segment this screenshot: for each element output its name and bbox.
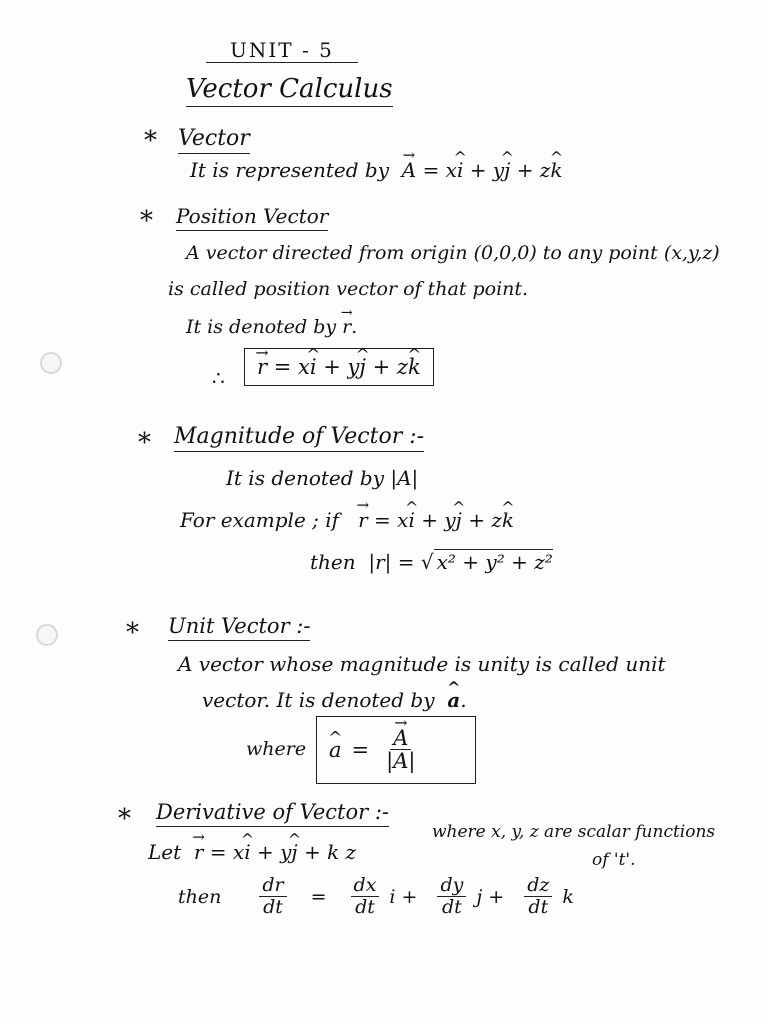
unit-heading: UNIT - 5 [206, 38, 358, 63]
boxed-plus-y: + y [323, 355, 360, 379]
section-heading-derivative: Derivative of Vector :- [156, 800, 389, 827]
derivative-where: where x, y, z are scalar functions [432, 822, 716, 842]
j-hat: ^ j [504, 158, 510, 182]
section-heading-magnitude: Magnitude of Vector :- [174, 424, 424, 452]
bullet-star: * [126, 618, 139, 648]
i-hat: ^ i [244, 840, 250, 864]
vector-a: → A [402, 158, 416, 182]
magnitude-line1: It is denoted by |A| [226, 466, 419, 490]
deriv-plus-y: + y [256, 840, 292, 864]
position-line2: is called position vector of that point. [168, 278, 529, 300]
i-hat: ^ i [408, 508, 414, 532]
a-hat: ^ a [447, 688, 460, 712]
vector-r: → r [257, 355, 267, 379]
derivative-of-t: of 't'. [592, 850, 636, 870]
punch-hole-bottom [36, 624, 58, 646]
dz: dz [524, 876, 552, 897]
page-title: Vector Calculus [186, 74, 393, 107]
let-text: Let [148, 840, 182, 864]
sqrt-body: x² + y² + z² [434, 549, 553, 574]
then-text: then [178, 885, 222, 908]
unit-denoted-text: vector. It is denoted by [202, 688, 435, 712]
dr: dr [259, 876, 286, 897]
dt: dt [263, 895, 283, 918]
vector-definition [190, 158, 563, 182]
i-term: i + [389, 885, 418, 908]
derivative-formula [178, 876, 574, 918]
unit-vector-line2: vector. It is denoted by ^ a. [202, 688, 467, 712]
bullet-star: * [144, 126, 157, 156]
vector-r: → r [358, 508, 368, 532]
dy-dt-fraction [437, 876, 466, 918]
section-heading-unit-vector: Unit Vector :- [168, 614, 310, 641]
vector-r: → r [194, 840, 204, 864]
unit-vector-line1: A vector whose magnitude is unity is called unit [178, 652, 666, 676]
example-eq-x: = x [374, 508, 409, 532]
vector-r: → r [342, 316, 351, 338]
j-hat: ^ j [456, 508, 462, 532]
boxed-eq-x: = x [273, 355, 310, 379]
k-hat: ^ k [408, 355, 421, 379]
j-hat: ^ j [291, 840, 297, 864]
vector-plus-z: + z [516, 158, 551, 182]
sqrt-sign: √ [420, 550, 434, 574]
deriv-plus-kz: + k z [303, 840, 357, 864]
dt: dt [528, 895, 549, 918]
dx: dx [351, 876, 380, 897]
dy: dy [437, 876, 466, 897]
unit-vector-boxed-formula [316, 716, 476, 784]
dt: dt [355, 895, 375, 918]
bullet-star: * [118, 804, 131, 834]
then-text: then [310, 550, 356, 574]
k-hat: ^ k [550, 158, 562, 182]
unit-fraction [383, 727, 418, 773]
boxed-plus-z: + z [372, 355, 408, 379]
bullet-star: * [138, 428, 151, 458]
position-vector-boxed-formula [244, 348, 434, 386]
i-hat: ^ i [457, 158, 463, 182]
k-term: k [562, 885, 574, 908]
magnitude-result [310, 550, 553, 574]
k-hat: ^ k [502, 508, 514, 532]
position-line1: A vector directed from origin (0,0,0) to any point (x,y,z) [186, 242, 720, 264]
vector-eq-x: = x [422, 158, 457, 182]
j-hat: ^ j [359, 355, 366, 379]
dt: dt [442, 895, 462, 918]
dr-dt-fraction [259, 876, 286, 918]
bullet-star: * [140, 206, 153, 236]
section-heading-vector: Vector [178, 126, 250, 154]
section-heading-position-vector: Position Vector [176, 204, 328, 231]
where-label: where [246, 738, 307, 760]
example-plus-y: + y [421, 508, 456, 532]
vector-text: It is represented by [190, 158, 390, 182]
derivative-let [148, 840, 356, 864]
abs-r: |r| [368, 550, 392, 574]
deriv-eq-x: = x [209, 840, 245, 864]
box-equals: = [351, 738, 370, 762]
i-hat: ^ i [310, 355, 317, 379]
punch-hole-top [40, 352, 62, 374]
equals-sign: = [397, 550, 415, 574]
dz-dt-fraction [524, 876, 552, 918]
vector-plus-y: + y [469, 158, 505, 182]
vector-a: → A [393, 727, 408, 749]
a-hat: ^ a [329, 738, 342, 762]
magnitude-example [180, 508, 514, 532]
equals-sign: = [310, 885, 327, 908]
position-line3: It is denoted by → r. [186, 316, 357, 338]
example-plus-z: + z [468, 508, 502, 532]
position-denoted-text: It is denoted by [186, 316, 337, 338]
therefore-symbol: ∴ [212, 366, 225, 390]
example-prefix: For example ; if [180, 508, 340, 532]
j-term: j + [476, 885, 505, 908]
dx-dt-fraction [351, 876, 380, 918]
abs-a: |A| [386, 748, 416, 773]
